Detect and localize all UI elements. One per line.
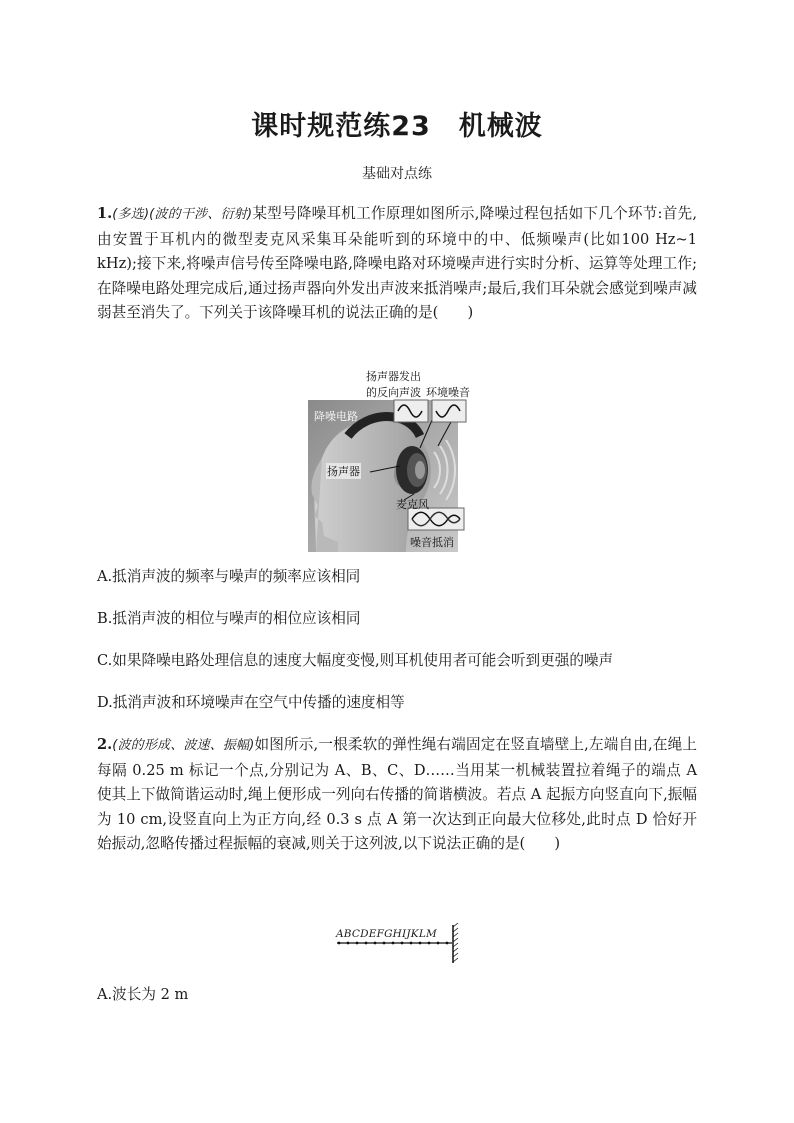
question-1-option-d[interactable]: D.抵消声波和环境噪声在空气中传播的速度相等 xyxy=(97,694,405,711)
label-circuit: 降噪电路 xyxy=(314,410,358,423)
question-2-text: 如图所示,一根柔软的弹性绳右端固定在竖直墙壁上,左端自由,在绳上每隔 0.25 m 标记一个点,分别记为 A、B、C、D……当用某一机械装置拉着绳子的端点 A 使其上下做简谐运动时,绳上便形成一列向右传播的简谐横波。若点 A 起振方向竖直向下,振幅为 10 cm,设竖直向上为正方向,经 0.3 s 点 A 第一次达到正向最大位移处,此时点 D 恰好开始振动,忽略传播过程振幅的衰减,则关于这列波,以下说法正确的是( ) xyxy=(97,736,697,852)
rope-diagram xyxy=(335,923,461,965)
question-1-option-a[interactable]: A.抵消声波的频率与噪声的频率应该相同 xyxy=(97,568,361,585)
label-speaker-wave-1: 扬声器发出 xyxy=(366,370,421,383)
rope-wall-figure xyxy=(335,923,461,965)
question-1-stem xyxy=(97,202,697,326)
question-1-text: 某型号降噪耳机工作原理如图所示,降噪过程包括如下几个环节:首先,由安置于耳机内的微型麦克风采集耳朵能听到的环境中的中、低频噪声(比如100 Hz~1 kHz);接下来,将噪声信号传至降噪电路,降噪电路对环境噪声进行实时分析、运算等处理工作;在降噪电路处理完成后,通过扬声器向外发出声波来抵消噪声;最后,我们耳朵就会感觉到噪声减弱甚至消失了。下列关于该降噪耳机的说法正确的是( ) xyxy=(97,205,697,321)
rope-point-letters: ABCDEFGHIJKLM xyxy=(336,928,437,940)
question-2-stem xyxy=(97,733,697,857)
label-mic: 麦克风 xyxy=(396,498,429,511)
label-cancel: 噪音抵消 xyxy=(410,536,454,549)
question-2-tag: (波的形成、波速、振幅) xyxy=(112,738,255,753)
label-speaker-wave-2: 的反向声波 xyxy=(366,386,421,399)
question-1-number: 1. xyxy=(97,205,113,222)
noise-cancel-headphone-figure xyxy=(308,366,470,552)
section-heading: 基础对点练 xyxy=(362,166,432,182)
question-1-option-b[interactable]: B.抵消声波的相位与噪声的相位应该相同 xyxy=(97,610,361,627)
label-env-noise: 环境噪音 xyxy=(426,386,470,399)
question-2-option-a[interactable]: A.波长为 2 m xyxy=(97,986,189,1003)
page-title: 课时规范练23 机械波 xyxy=(251,111,543,142)
question-1-tag: (多选)(波的干涉、衍射) xyxy=(112,207,253,222)
label-speaker: 扬声器 xyxy=(327,465,360,478)
question-2-number: 2. xyxy=(97,736,113,753)
question-1-option-c[interactable]: C.如果降噪电路处理信息的速度大幅度变慢,则耳机使用者可能会听到更强的噪声 xyxy=(97,652,614,669)
